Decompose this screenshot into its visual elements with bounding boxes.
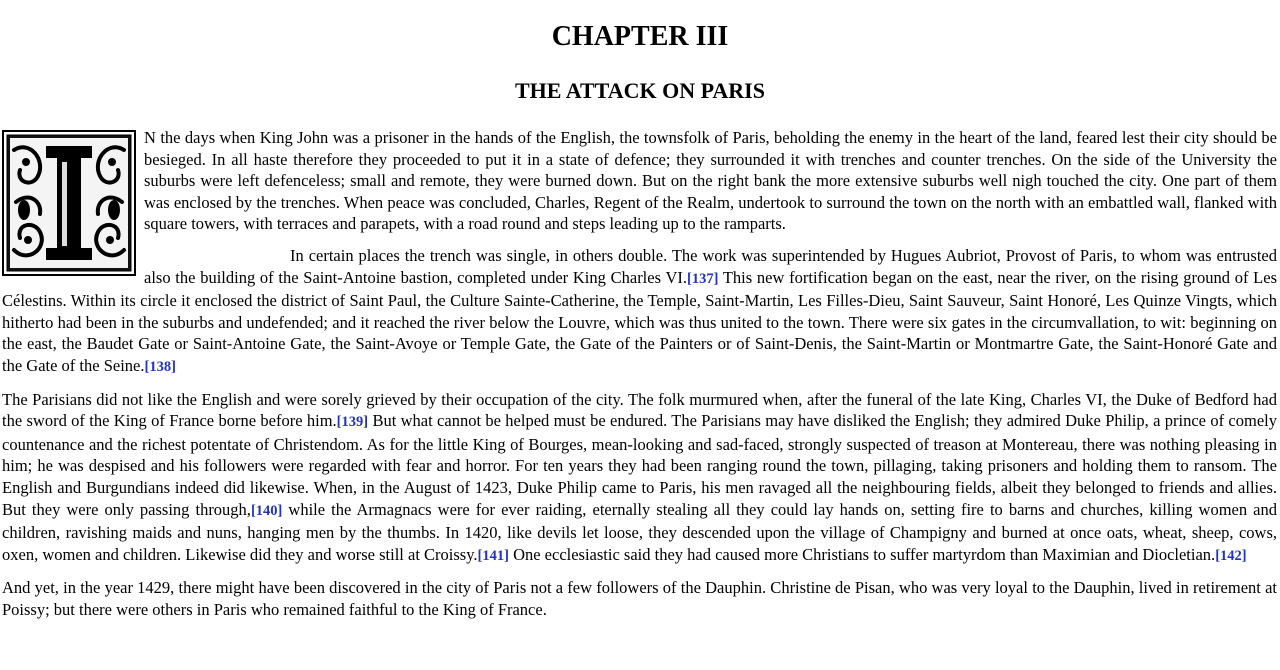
paragraph-text: This new fortification began on the east, near the river, on the rising ground of Les Célestins. Within its circle it enclosed the district of Saint Paul, the Culture Sainte-Catherine, the Temple, Saint-Martin, Les Filles-Dieu, Saint Sauveur, Saint Honoré, Les Quinze Vingts, which hitherto had been in the suburbs and undefended; and it reached the river below the Louvre, which was thus united to the town. There were six gates in the circumvallation, to wit: beginning on the east, the Baudet Gate or Saint-Antoine Gate, the Saint-Avoye or Temple Gate, the Gate of the Painters or of Saint-Denis, the Saint-Martin or Montmartre Gate, the Saint-Honoré Gate and the Gate of the Seine. <box>2 267 1277 375</box>
paragraph-text: But what cannot be helped must be endured. The Parisians may have disliked the English; they admired Duke Philip, a prince of comely countenance and the richest potentate of Christendom. As for the little King of Bourges, mean-looking and sad-faced, strongly suspected of treason at Montereau, there was nothing pleasing in him; he was despised and his followers were regarded with fear and horror. For ten years they had been ranging round the town, pillaging, taking prisoners and holding them to ransom. The English and Burgundians indeed did likewise. When, in the August of 1423, Duke Philip came to Paris, his men ravaged all the neighbouring fields, albeit they belonged to friends and allies. But they were only passing through, <box>2 411 1277 519</box>
footnote-link[interactable]: [139] <box>336 414 369 431</box>
footnote-link[interactable]: [141] <box>477 547 509 564</box>
footnote-link[interactable]: [138] <box>144 358 176 375</box>
paragraph <box>2 389 1277 568</box>
paragraph-text: N the days when King John was a prisoner in the hands of the English, the townsfolk of Paris, beholding the enemy in the heart of the land, feared lest their city should be besieged. In all haste therefore they proceeded to put it in a state of defence; they surrounded it with trenches and counter trenches. On the side of the University the suburbs were left defenceless; small and remote, they were burned down. But on the right bank the more extensive suburbs well nigh touched the city. One part of them was enclosed by the trenches. When peace was concluded, Charles, Regent of the Realm, undertook to surround the town on the north with an embattled wall, flanked with square towers, with terraces and parapets, with a road round and steps leading up to the ramparts. <box>144 128 1277 234</box>
chapter-title: CHAPTER III <box>551 21 729 52</box>
footnote-link[interactable]: [142] <box>1215 547 1247 564</box>
paragraph <box>2 577 1277 620</box>
chapter-subtitle: THE ATTACK ON PARIS <box>515 78 765 103</box>
chapter-body <box>2 127 1277 630</box>
paragraph <box>2 127 1277 235</box>
paragraph <box>2 245 1277 379</box>
paragraph-text: And yet, in the year 1429, there might have been discovered in the city of Paris not a few followers of the Dauphin. Christine de Pisan, who was very loyal to the Dauphin, lived in retirement at Poissy; but there were others in Paris who remained faithful to the King of France. <box>2 578 1277 619</box>
paragraph-text: One ecclesiastic said they had caused more Christians to suffer martyrdom than Maximian and Diocletian. <box>508 544 1216 564</box>
ornate-initial-letter-icon <box>2 130 136 276</box>
paragraph-text: The Parisians did not like the English and were sorely grieved by their occupation of the city. The folk murmured when, after the funeral of the late King, Charles VI, the Duke of Bedford had the sword of the King of France borne before him. <box>2 389 1277 431</box>
paragraph-text: In certain places the trench was single, in others double. The work was superintended by Hugues Aubriot, Provost of Paris, to whom was entrusted also the building of the Saint-Antoine bastion, completed under King Charles VI. <box>144 245 1277 287</box>
paragraph-text: while the Armagnacs were for ever raiding, eternally stealing all they could lay hands on, setting fire to barns and churches, killing women and children, ravishing maids and nuns, hanging men by the thumbs. In 1420, like devils let loose, they descended upon the village of Champigny and burned at once oats, wheat, sheep, cows, oxen, women and children. Likewise did they and worse still at Croissy. <box>2 499 1277 564</box>
footnote-link[interactable]: [137] <box>686 270 719 287</box>
footnote-link[interactable]: [140] <box>250 502 283 519</box>
